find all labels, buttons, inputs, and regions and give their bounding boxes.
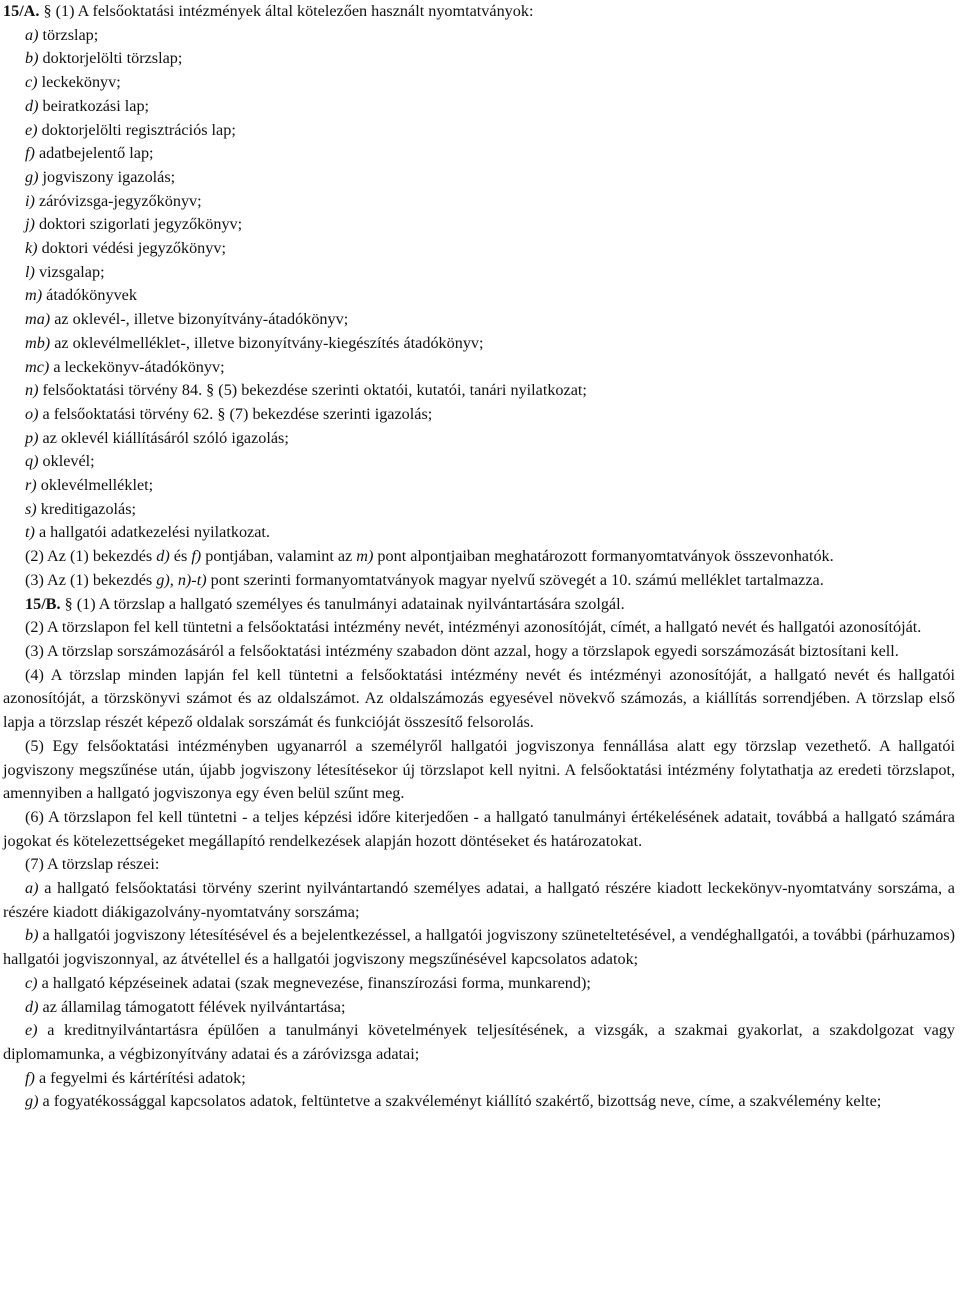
list-item bbox=[3, 119, 955, 143]
list-item bbox=[3, 261, 955, 285]
item-letter: n) bbox=[25, 381, 39, 400]
item-text: adatbejelentő lap; bbox=[34, 144, 154, 163]
list-item bbox=[3, 332, 955, 356]
list-item bbox=[3, 1090, 955, 1114]
item-letter: mb) bbox=[25, 333, 51, 352]
item-letter: g) bbox=[25, 1092, 39, 1111]
item-text: a hallgatói jogviszony létesítésével és a bejelentkezéssel, a hallgatói jogviszony szüneteltetésével, a vendéghallgatói, a további (párhuzamos) hallgatói jogviszonnyal, az átvétellel és a hallgatói jogviszony megszűnésével kapcsolatos adatok; bbox=[3, 926, 956, 969]
item-text: a fegyelmi és kártérítési adatok; bbox=[34, 1068, 246, 1087]
list-item bbox=[3, 379, 955, 403]
form-list bbox=[3, 24, 955, 545]
list-item bbox=[3, 166, 955, 190]
list-item bbox=[3, 1067, 955, 1091]
list-item bbox=[3, 450, 955, 474]
section-15b-paragraph-2: (2) A törzslapon fel kell tüntetni a felsőoktatási intézmény nevét, intézményi azonosítóját, címét, a hallgató nevét és hallgatói azonosítóját. bbox=[25, 618, 922, 637]
item-letter: ma) bbox=[25, 310, 51, 329]
item-text: jogviszony igazolás; bbox=[38, 167, 176, 186]
section-15b-paragraph-3: (3) A törzslap sorszámozásáról a felsőoktatási intézmény szabadon dönt azzal, hogy a törzslapok egyedi sorszámozását biztosítani kell. bbox=[25, 641, 899, 660]
item-letter: r) bbox=[25, 476, 37, 495]
item-text: az oklevél-, illetve bizonyítvány-átadókönyv; bbox=[50, 310, 349, 329]
list-item bbox=[3, 924, 955, 971]
item-letter: m) bbox=[25, 286, 43, 305]
list-item bbox=[3, 427, 955, 451]
list-item bbox=[3, 972, 955, 996]
list-item bbox=[3, 284, 955, 308]
item-text: az államilag támogatott félévek nyilvántartása; bbox=[38, 997, 346, 1016]
item-letter: p) bbox=[25, 428, 39, 447]
item-letter: t) bbox=[25, 523, 35, 542]
item-letter: e) bbox=[25, 1021, 38, 1040]
section-15b-paragraph-1: 15/B. § (1) A törzslap a hallgató személyes és tanulmányi adatainak nyilvántartására szolgál. bbox=[25, 594, 625, 613]
item-text: átadókönyvek bbox=[42, 286, 137, 305]
section-15b-paragraph-6: (6) A törzslapon fel kell tüntetni - a teljes képzési időre kiterjedően - a hallgató tanulmányi értékelésének adatait, továbbá a hallgató számára jogokat és kötelezettségeket megállapító rendelkezések alapján hozott döntéseket és határozatokat. bbox=[3, 807, 955, 850]
item-letter: s) bbox=[25, 499, 37, 518]
item-letter: b) bbox=[25, 49, 39, 68]
item-text: kreditigazolás; bbox=[36, 499, 137, 518]
item-letter: o) bbox=[25, 404, 39, 423]
list-item bbox=[3, 71, 955, 95]
section-15b-paragraph-5: (5) Egy felsőoktatási intézményben ugyanarról a személyről hallgatói jogviszonya fennállása alatt egy törzslap vezethető. A hallgatói jogviszony megszűnése után, újabb jogviszony létesítésekor új törzslapot kell nyitni. A felsőoktatási intézmény folytathatja az eredeti törzslapot, amennyiben a hallgató jogviszonya egy éven belül szűnt meg. bbox=[3, 736, 955, 803]
item-text: oklevélmelléklet; bbox=[36, 476, 154, 495]
list-item bbox=[3, 474, 955, 498]
item-letter: d) bbox=[25, 997, 39, 1016]
item-letter: f) bbox=[25, 144, 35, 163]
item-text: doktori védési jegyzőkönyv; bbox=[37, 239, 226, 258]
item-text: záróvizsga-jegyzőkönyv; bbox=[34, 191, 202, 210]
item-letter: i) bbox=[25, 191, 35, 210]
item-letter: q) bbox=[25, 452, 39, 471]
item-letter: e) bbox=[25, 120, 38, 139]
heading-text: (1) A felsőoktatási intézmények által kötelezően használt nyomtatványok: bbox=[51, 2, 534, 20]
torzslap-parts-list bbox=[3, 877, 955, 1114]
list-item bbox=[3, 237, 955, 261]
list-item bbox=[3, 190, 955, 214]
list-item bbox=[3, 498, 955, 522]
list-item bbox=[3, 24, 955, 48]
item-text: a felsőoktatási törvény 62. § (7) bekezdése szerinti igazolás; bbox=[38, 404, 433, 423]
item-text: doktori szigorlati jegyzőkönyv; bbox=[34, 215, 243, 234]
item-text: a hallgató felsőoktatási törvény szerint nyilvántartandó személyes adatai, a hallgató részére kiadott leckekönyv-nyomtatvány sorszáma, a részére kiadott diákigazolvány-nyomtatvány sorszáma; bbox=[3, 879, 955, 921]
item-letter: d) bbox=[25, 96, 39, 115]
section-number: 15/B. bbox=[25, 594, 61, 613]
list-item bbox=[3, 403, 955, 427]
list-item bbox=[3, 996, 955, 1020]
section-number: 15/A. bbox=[3, 2, 40, 20]
list-item bbox=[3, 213, 955, 237]
item-letter: c) bbox=[25, 973, 38, 992]
item-letter: c) bbox=[25, 73, 38, 92]
list-item bbox=[3, 308, 955, 332]
list-item bbox=[3, 356, 955, 380]
list-item bbox=[3, 521, 955, 545]
item-letter: mc) bbox=[25, 357, 50, 376]
paragraph-2: (2) Az (1) bekezdés d) és f) pontjában, valamint az m) pont alpontjaiban meghatározott formanyomtatványok összevonhatók. bbox=[25, 547, 834, 566]
item-text: felsőoktatási törvény 84. § (5) bekezdése szerinti oktatói, kutatói, tanári nyilatkozat; bbox=[38, 381, 587, 400]
list-item bbox=[3, 877, 955, 924]
item-letter: j) bbox=[25, 215, 35, 234]
item-letter: k) bbox=[25, 239, 38, 258]
section-15b-paragraph-4: (4) A törzslap minden lapján fel kell tüntetni a felsőoktatási intézmény nevét és intézményi azonosítóját, a hallgató nevét és hallgatói azonosítóját, a törzskönyvi számot és az oldalszámot. Az oldalszámozás egyesével növekvő számozás, a kiállítás sorrendjében. A törzslap első lapja a törzslap részét képező oldalak sorszámát és funkcióját összesítő felsorolás. bbox=[3, 665, 955, 732]
item-text: a hallgatói adatkezelési nyilatkozat. bbox=[34, 523, 270, 542]
item-text: az oklevél kiállításáról szóló igazolás; bbox=[38, 428, 289, 447]
item-text: törzslap; bbox=[38, 25, 99, 44]
item-text: a kreditnyilvántartásra épülően a tanulmányi követelmények teljesítésének, a vizsgák, a szakmai gyakorlat, a szakdolgozat vagy diplomamunka, a végbizonyítvány adatai és a záróvizsga adatai; bbox=[3, 1021, 955, 1063]
item-letter: l) bbox=[25, 262, 35, 281]
item-text: vizsgalap; bbox=[34, 262, 105, 281]
list-item bbox=[3, 95, 955, 119]
section-symbol: § bbox=[43, 2, 52, 20]
item-text: doktorjelölti törzslap; bbox=[38, 49, 183, 68]
list-item bbox=[3, 1019, 955, 1066]
item-text: beiratkozási lap; bbox=[38, 96, 150, 115]
item-letter: f) bbox=[25, 1068, 35, 1087]
item-letter: a) bbox=[25, 25, 39, 44]
item-text: leckekönyv; bbox=[37, 73, 121, 92]
list-item bbox=[3, 142, 955, 166]
paragraph-3: (3) Az (1) bekezdés g), n)-t) pont szerinti formanyomtatványok magyar nyelvű szövegét a 10. számú melléklet tartalmazza. bbox=[25, 570, 824, 589]
item-text: az oklevélmelléklet-, illetve bizonyítvány-kiegészítés átadókönyv; bbox=[50, 333, 484, 352]
section-15a-heading bbox=[3, 0, 955, 24]
item-text: doktorjelölti regisztrációs lap; bbox=[37, 120, 236, 139]
section-15b-paragraph-7: (7) A törzslap részei: bbox=[25, 855, 160, 874]
list-item bbox=[3, 47, 955, 71]
item-text: a fogyatékossággal kapcsolatos adatok, feltüntetve a szakvéleményt kiállító szakértő, bizottság neve, címe, a szakvélemény kelte; bbox=[38, 1092, 882, 1111]
item-text: a hallgató képzéseinek adatai (szak megnevezése, finanszírozási forma, munkarend); bbox=[37, 973, 591, 992]
item-text: a leckekönyv-átadókönyv; bbox=[49, 357, 225, 376]
item-letter: b) bbox=[25, 926, 39, 945]
item-letter: g) bbox=[25, 167, 39, 186]
item-text: oklevél; bbox=[38, 452, 95, 471]
item-letter: a) bbox=[25, 879, 39, 898]
